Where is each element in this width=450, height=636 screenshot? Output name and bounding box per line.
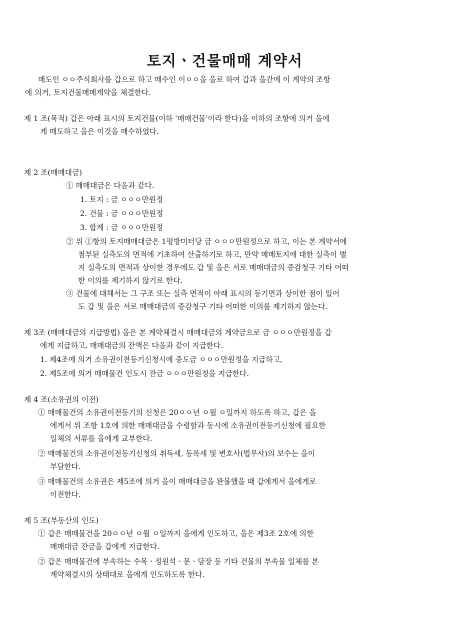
article-4-item: ③ 매매물건의 소유권은 제5조에 의거 을이 매매대금을 완불했을 때 갑에게서 을에게로 xyxy=(38,477,317,486)
article-5-item: ① 갑은 매매물건을 20ㅇㅇ년 ㅇ월 ㅇ일까지 을에게 인도하고, 을은 제3조 2호에 의한 xyxy=(38,529,314,538)
article-5-item: 매매대금 잔금을 갑에게 지급한다. xyxy=(50,542,160,551)
article-4-item: ① 매매물건의 소유권이전등기의 신청은 20ㅇㅇ년 ㅇ월 ㅇ일까지 하도록 하고, 갑은 을 xyxy=(38,408,317,417)
preamble-line: 에 의거, 토지건물매매계약을 체결한다. xyxy=(25,88,151,97)
article-4-item: 이전한다. xyxy=(50,490,81,499)
article-2-heading: 제 2 조(매매대금) xyxy=(24,168,83,177)
article-2-item: 도 갑 및 을은 서로 매매대금의 증감청구 기타 어떠한 이의를 제기하지 않는다. xyxy=(78,302,328,311)
article-4-item: 일체의 서류를 을에게 교부한다. xyxy=(50,434,153,443)
article-5-item: 계약체결시의 상태대로 을에게 인도하도록 한다. xyxy=(50,570,205,579)
article-4-item: 부담한다. xyxy=(50,462,81,471)
article-1-line: 제 1 조(목적) 갑은 아래 표시의 토지건물(이하 '매매건물'이라 한다)을 이하의 조항에 의거 을에 xyxy=(24,114,330,123)
article-4-heading: 제 4 조(소유권의 이전) xyxy=(24,395,99,404)
article-3-line: 1. 제4조에 의거 소유권이전등기신청시에 중도금 ㅇㅇㅇ만원정을 지급하고, xyxy=(40,355,283,364)
article-2-item: 3. 합계 : 금 ㅇㅇㅇ만원정 xyxy=(80,223,164,232)
article-2-item: ③ 건물에 대해서는 그 구조 또는 실측 면적이 아래 표시의 등기면과 상이한 점이 있어 xyxy=(66,289,340,298)
article-2-item: 1. 토지 : 금 ㅇㅇㅇ만원정 xyxy=(80,195,164,204)
article-5-heading: 제 5 조(부동산의 인도) xyxy=(24,516,99,525)
document-title: 토지ㆍ건물매매 계약서 xyxy=(146,53,304,70)
article-2-item: ① 매매대금은 다음과 같다. xyxy=(66,181,155,190)
article-2-item: 한 이의를 제기하지 않기로 한다. xyxy=(78,276,183,285)
article-1-line: 게 매도하고 을은 이것을 매수하였다. xyxy=(40,127,159,136)
preamble-line: 매도인 ㅇㅇ주식회사를 갑으로 하고 매수인 이ㅇㅇ을 을로 하여 갑과 을간에 이 계약의 조항 xyxy=(38,75,331,84)
article-4-item: 에게서 위 조항 1호에 의한 매매대금을 수령함과 동시에 소유권이전등기신청에 필요한 xyxy=(50,421,326,430)
article-3-line: 에게 지급하고, 매매대금의 잔액은 다음과 같이 지급한다. xyxy=(40,341,224,350)
article-2-item: 첨부된 실측도의 면적에 기초하여 산출하기로 하고, 만약 매매토지에 대한 실측이 별 xyxy=(78,250,347,259)
article-2-item: 지 실측도의 면적과 상이한 경우에도 갑 및 을은 서로 매매대금의 증감청구 기타 어떠 xyxy=(78,263,349,272)
article-3-line: 제 3조 (매매대금의 지급방법) 을은 본 계약체결시 매매대금의 계약금으로 금 ㅇㅇㅇ만원정을 갑 xyxy=(24,328,332,337)
article-3-line: 2. 제5조에 의거 매매물건 인도시 잔금 ㅇㅇㅇ만원정을 지급한다. xyxy=(40,369,250,378)
article-2-item: 2. 건물 : 금 ㅇㅇㅇ만원정 xyxy=(80,209,164,218)
article-2-item: ② 위 ①항의 토지매매대금은 1평방미터당 금 ㅇㅇㅇ만원정으로 하고, 이는 본 계약서에 xyxy=(66,237,347,246)
article-5-item: ② 갑은 매매물건에 부속하는 수목ㆍ정원석ㆍ문ㆍ담장 등 기타 건물의 부속물 일체를 본 xyxy=(38,557,319,566)
article-4-item: ② 매매물건의 소유권이전등기신청의 취득세, 등록세 및 변호사(법무사)의 보수는 을이 xyxy=(38,449,316,458)
